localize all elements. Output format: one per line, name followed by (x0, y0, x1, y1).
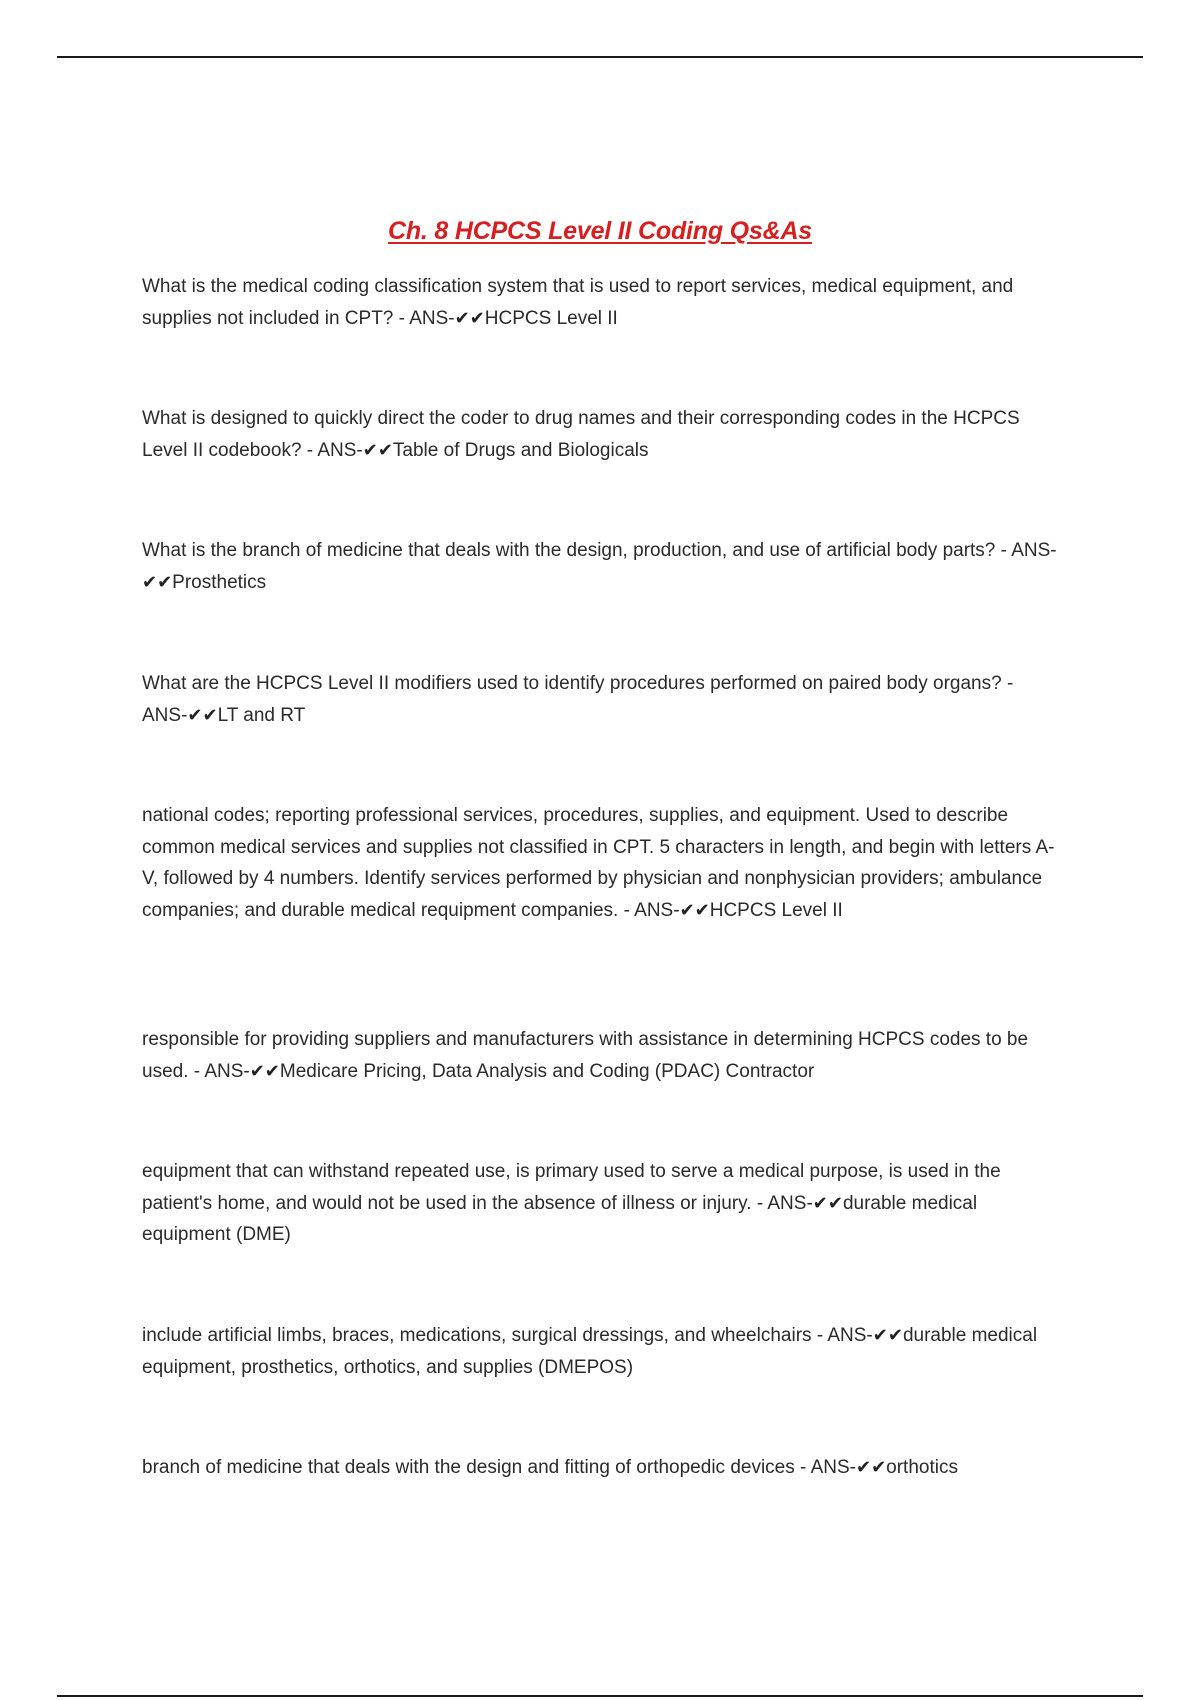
top-rule (57, 56, 1143, 58)
check-mark-icon: ✔✔ (187, 704, 218, 726)
answer-text: Table of Drugs and Biologicals (392, 439, 649, 461)
answer-prefix: - ANS- (623, 899, 680, 921)
question-text: What is the branch of medicine that deals with the design, production, and use of artificial body parts? (142, 540, 996, 561)
answer-text: LT and RT (217, 704, 306, 726)
question-text: What is designed to quickly direct the coder to drug names and their corresponding codes in the HCPCS Level II codebook? (142, 408, 1020, 461)
check-mark-icon: ✔✔ (872, 1325, 903, 1346)
answer-text: durable medical equipment, prosthetics, orthotics, and supplies (DMEPOS) (142, 1325, 1038, 1378)
check-mark-icon: ✔✔ (855, 1457, 887, 1478)
qa-item (142, 1452, 1062, 1484)
qa-item (142, 800, 1062, 926)
qa-item (142, 1024, 1062, 1087)
qa-item (142, 271, 1062, 334)
answer-text: HCPCS Level II (709, 899, 843, 921)
check-mark-icon: ✔✔ (142, 571, 173, 593)
question-text: What are the HCPCS Level II modifiers used to identify procedures performed on paired body organs? (142, 673, 1002, 694)
answer-prefix: - ANS- (800, 1457, 856, 1478)
answer-prefix: - ANS- (142, 673, 1014, 726)
qa-item (142, 1156, 1062, 1251)
answer-prefix: - ANS- (398, 307, 455, 329)
answer-text: HCPCS Level II (484, 307, 618, 329)
question-text: branch of medicine that deals with the design and fitting of orthopedic devices (142, 1457, 795, 1478)
question-text: What is the medical coding classification system that is used to report services, medical equipment, and supplies not included in CPT? (142, 276, 1014, 329)
qa-item (142, 403, 1062, 466)
qa-item (142, 535, 1062, 598)
question-text: national codes; reporting professional services, procedures, supplies, and equipment. Used to describe common medical services and supplies not classified in CPT. 5 characters in length, and begin with letters A-V, followed by 4 numbers. Identify services performed by physician and nonphysician providers; ambulance companies; and durable medical requipment companies. (142, 805, 1055, 921)
check-mark-icon: ✔✔ (679, 899, 710, 921)
answer-prefix: - ANS- (306, 439, 363, 461)
qa-item (142, 668, 1062, 731)
question-text: responsible for providing suppliers and manufacturers with assistance in determining HCPCS codes to be used. (142, 1029, 1029, 1082)
check-mark-icon: ✔✔ (812, 1192, 843, 1214)
check-mark-icon: ✔✔ (362, 439, 393, 461)
answer-prefix: - ANS- (816, 1325, 873, 1346)
check-mark-icon: ✔✔ (454, 307, 485, 329)
answer-prefix: - ANS- (756, 1192, 813, 1214)
answer-text: durable medical equipment (DME) (142, 1192, 978, 1245)
check-mark-icon: ✔✔ (249, 1060, 280, 1082)
answer-prefix: - ANS- (193, 1060, 250, 1082)
question-text: equipment that can withstand repeated use, is primary used to serve a medical purpose, is used in the patient's home, and would not be used in the absence of illness or injury. (142, 1161, 1001, 1214)
qa-item (142, 1320, 1062, 1383)
answer-text: orthotics (886, 1457, 958, 1478)
answer-text: Prosthetics (172, 571, 267, 593)
question-text: include artificial limbs, braces, medications, surgical dressings, and wheelchairs (142, 1325, 812, 1346)
answer-text: Medicare Pricing, Data Analysis and Coding (PDAC) Contractor (279, 1060, 815, 1082)
answer-prefix: - ANS- (1000, 540, 1057, 561)
page-title: Ch. 8 HCPCS Level II Coding Qs&As (387, 217, 813, 245)
bottom-rule (57, 1695, 1143, 1697)
